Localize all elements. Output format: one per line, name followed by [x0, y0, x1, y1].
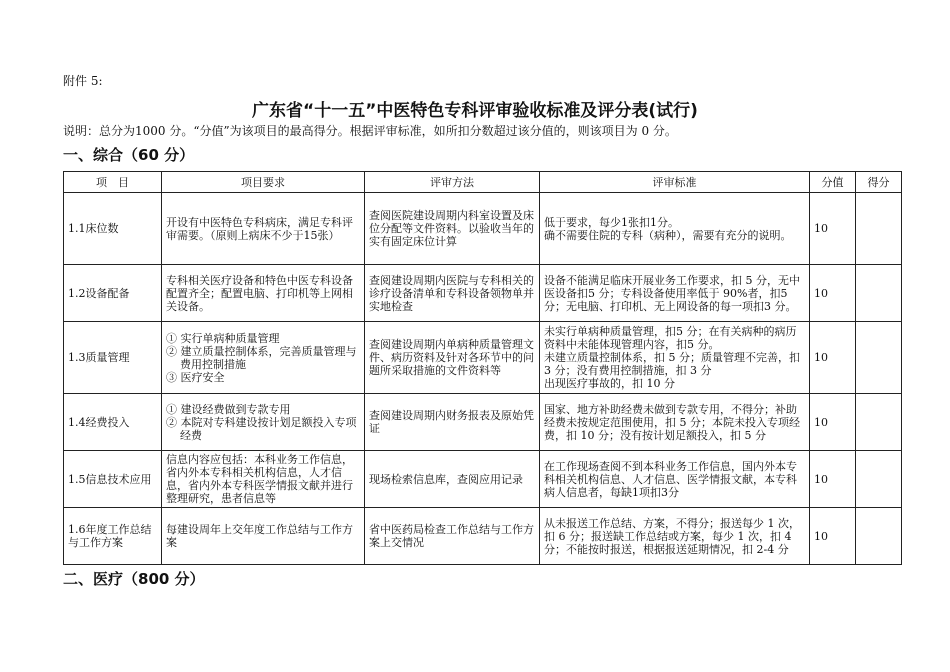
col-header-obtained: 得分 — [856, 172, 902, 193]
cell-criteria — [540, 451, 810, 508]
criteria-text: 设备不能满足临床开展业务工作要求，扣 5 分，无中医设备扣5 分；专科设备使用率低于 90%者，扣5 分；无电脑、打印机、无上网设备的每一项扣3 分。 — [544, 273, 800, 313]
section-heading-general: 一、综合（60 分） — [63, 146, 195, 164]
cell-obtained — [856, 193, 902, 265]
criteria-text: 低于要求，每少1张扣1分。 — [544, 215, 679, 229]
criteria-text: 未实行单病种质量管理，扣5 分；在有关病种的病历资料中未能体现管理内容，扣5 分。 — [544, 325, 797, 351]
criteria-text: 国家、地方补助经费未做到专款专用，不得分；补助经费未按规定范围使用，扣 5 分；本院未投入专项经费，扣 10 分；没有按计划足额投入，扣 5 分 — [544, 402, 800, 442]
cell-obtained — [856, 265, 902, 322]
table-row — [64, 394, 902, 451]
cell-item: 1.3质量管理 — [64, 322, 162, 394]
cell-criteria — [540, 193, 810, 265]
col-header-criteria: 评审标准 — [540, 172, 810, 193]
requirement-list-item: ① 实行单病种质量管理 — [166, 331, 280, 345]
requirement-list-item: ① 建设经费做到专款专用 — [166, 402, 291, 416]
cell-score: 10 — [810, 394, 856, 451]
cell-method: 查阅建设周期内单病种质量管理文件、病历资料及针对各环节中的问题所采取措施的文件资料等 — [365, 322, 540, 394]
cell-method: 查阅建设周期内财务报表及原始凭证 — [365, 394, 540, 451]
cell-method: 省中医药局检查工作总结与工作方案上交情况 — [365, 508, 540, 565]
cell-item: 1.1床位数 — [64, 193, 162, 265]
cell-requirement — [162, 265, 365, 322]
cell-score: 10 — [810, 193, 856, 265]
document-title: 广东省“十一五”中医特色专科评审验收标准及评分表(试行) — [252, 101, 698, 121]
cell-obtained — [856, 451, 902, 508]
requirement-text: 开设有中医特色专科病床，满足专科评审需要。（原则上病床不少于15张） — [166, 215, 353, 242]
requirement-list-item: ③ 医疗安全 — [166, 370, 225, 384]
cell-requirement — [162, 193, 365, 265]
cell-criteria — [540, 265, 810, 322]
criteria-text: 在工作现场查阅不到本科业务工作信息，国内外本专科相关机构信息、人才信息、医学情报文献，本专科病人信息者，每缺1项扣3分 — [544, 459, 797, 499]
scoring-table — [63, 171, 902, 565]
requirement-list-item: ② 建立质量控制体系，完善质量管理与费用控制措施 — [166, 344, 357, 371]
cell-requirement — [162, 508, 365, 565]
cell-score: 10 — [810, 508, 856, 565]
requirement-list-item: ② 本院对专科建设按计划足额投入专项经费 — [166, 415, 357, 442]
cell-requirement — [162, 394, 365, 451]
cell-method: 查阅建设周期内医院与专科相关的诊疗设备清单和专科设备领物单并实地检查 — [365, 265, 540, 322]
cell-criteria — [540, 508, 810, 565]
cell-item: 1.2设备配备 — [64, 265, 162, 322]
cell-requirement — [162, 322, 365, 394]
criteria-text: 从未报送工作总结、方案，不得分；报送每少 1 次，扣 6 分；报送缺工作总结或方案，每少 1 次，扣 4 分；不能按时报送，根据报送延期情况，扣 2-4 分 — [544, 516, 800, 556]
scoring-note: 说明：总分为1000 分。“分值”为该项目的最高得分。根据评审标准，如所扣分数超过该分值的，则该项目为 0 分。 — [63, 124, 677, 138]
col-header-method: 评审方法 — [365, 172, 540, 193]
cell-score: 10 — [810, 451, 856, 508]
table-row — [64, 451, 902, 508]
col-header-score: 分值 — [810, 172, 856, 193]
cell-item: 1.4经费投入 — [64, 394, 162, 451]
cell-item: 1.6年度工作总结与工作方案 — [64, 508, 162, 565]
requirement-text: 每建设周年上交年度工作总结与工作方案 — [166, 523, 353, 549]
section-heading-medical: 二、医疗（800 分） — [63, 570, 205, 588]
attachment-label: 附件 5: — [63, 74, 103, 88]
cell-obtained — [856, 508, 902, 565]
requirement-text: 信息内容应包括：本科业务工作信息，省内外本专科相关机构信息，人才信息，省内外本专科医学情报文献并进行整理研究，患者信息等 — [166, 453, 353, 505]
cell-method: 查阅医院建设周期内科室设置及床位分配等文件资料。以验收当年的实有固定床位计算 — [365, 193, 540, 265]
col-header-requirement: 项目要求 — [162, 172, 365, 193]
criteria-text: 确不需要住院的专科（病种），需要有充分的说明。 — [544, 228, 792, 242]
cell-score: 10 — [810, 322, 856, 394]
cell-requirement — [162, 451, 365, 508]
table-row — [64, 322, 902, 394]
cell-obtained — [856, 394, 902, 451]
criteria-text: 出现医疗事故的，扣 10 分 — [544, 377, 675, 390]
cell-method: 现场检索信息库，查阅应用记录 — [365, 451, 540, 508]
table-row — [64, 193, 902, 265]
cell-item: 1.5信息技术应用 — [64, 451, 162, 508]
cell-criteria — [540, 322, 810, 394]
cell-criteria — [540, 394, 810, 451]
table-row — [64, 265, 902, 322]
cell-obtained — [856, 322, 902, 394]
requirement-text: 专科相关医疗设备和特色中医专科设备配置齐全；配置电脑、打印机等上网相关设备。 — [166, 273, 353, 313]
col-header-item: 项 目 — [64, 172, 162, 193]
cell-score: 10 — [810, 265, 856, 322]
criteria-text: 未建立质量控制体系，扣 5 分；质量管理不完善，扣3 分；没有费用控制措施，扣 3 分 — [544, 351, 800, 377]
table-header-row — [64, 172, 902, 193]
table-row — [64, 508, 902, 565]
